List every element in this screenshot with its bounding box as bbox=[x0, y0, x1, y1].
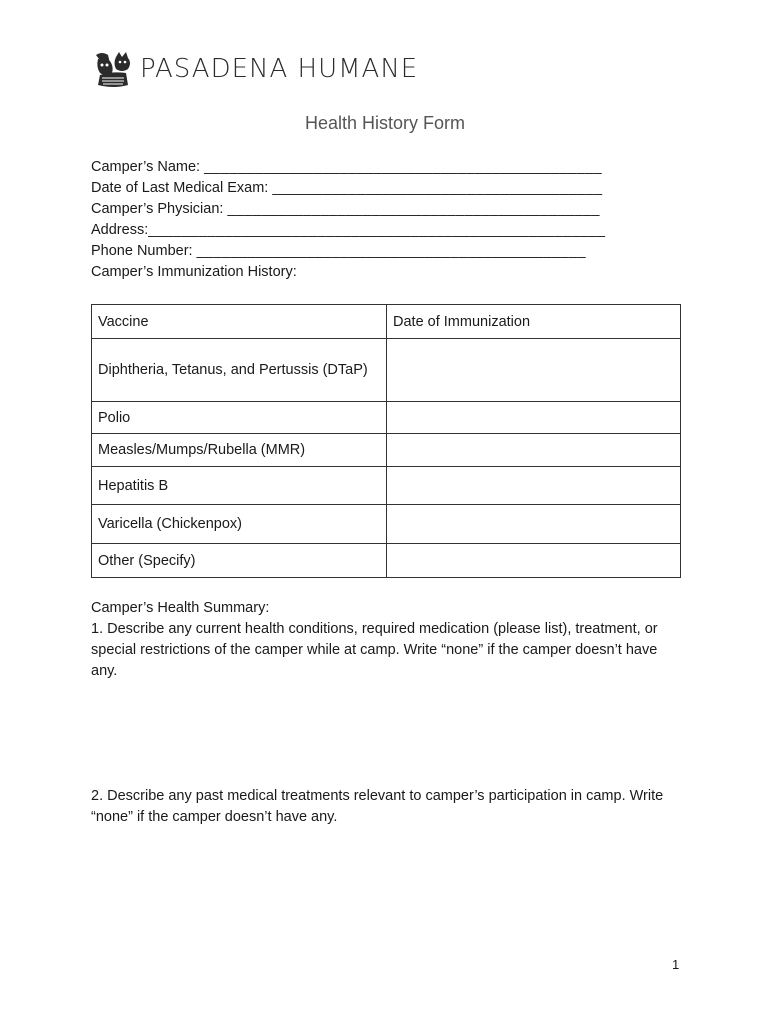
table-row bbox=[92, 339, 681, 402]
table-row bbox=[92, 434, 681, 467]
question-2: 2. Describe any past medical treatments relevant to camper’s participation in camp. Write “none” if the camper doesn’t have any. bbox=[91, 788, 664, 825]
field-blank[interactable]: ______________________________________________ bbox=[196, 243, 586, 259]
vaccine-cell: Hepatitis B bbox=[92, 467, 387, 505]
column-header-vaccine: Vaccine bbox=[92, 305, 387, 339]
campers-name-field[interactable] bbox=[91, 157, 681, 178]
last-medical-exam-field[interactable] bbox=[91, 178, 681, 199]
field-label: Date of Last Medical Exam: bbox=[91, 180, 269, 196]
date-cell[interactable] bbox=[387, 434, 681, 467]
field-label: Camper’s Name: bbox=[91, 159, 201, 175]
date-cell[interactable] bbox=[387, 505, 681, 544]
field-blank[interactable]: ____________________________________________ bbox=[227, 201, 600, 217]
field-blank[interactable]: _______________________________________ bbox=[272, 180, 603, 196]
immunization-table bbox=[91, 304, 681, 578]
field-label: Phone Number: bbox=[91, 243, 193, 259]
date-cell[interactable] bbox=[387, 467, 681, 505]
form-title: Health History Form bbox=[304, 113, 466, 133]
camper-info-fields bbox=[91, 157, 681, 283]
field-blank[interactable]: ______________________________________________________ bbox=[148, 222, 606, 238]
date-cell[interactable] bbox=[387, 402, 681, 434]
date-cell[interactable] bbox=[387, 339, 681, 402]
page-number: 1 bbox=[672, 957, 680, 972]
campers-physician-field[interactable] bbox=[91, 199, 681, 220]
vaccine-cell: Measles/Mumps/Rubella (MMR) bbox=[92, 434, 387, 467]
vaccine-cell: Varicella (Chickenpox) bbox=[92, 505, 387, 544]
logo-text: PASADENA HUMANE bbox=[140, 54, 419, 84]
address-field[interactable] bbox=[91, 220, 681, 241]
health-summary-section bbox=[91, 598, 681, 682]
table-row bbox=[92, 505, 681, 544]
table-row bbox=[92, 467, 681, 505]
dog-and-cat-logo-icon bbox=[92, 49, 136, 89]
date-cell[interactable] bbox=[387, 544, 681, 578]
vaccine-cell: Other (Specify) bbox=[92, 544, 387, 578]
question-1: 1. Describe any current health conditions, required medication (please list), treatment, or special restrictions of the camper while at camp. Write “none” if the camper doesn’t have any. bbox=[91, 621, 658, 679]
phone-number-field[interactable] bbox=[91, 241, 681, 262]
table-row bbox=[92, 544, 681, 578]
vaccine-cell: Diphtheria, Tetanus, and Pertussis (DTaP) bbox=[92, 339, 387, 402]
pasadena-humane-logo bbox=[92, 49, 418, 89]
field-label: Address: bbox=[91, 222, 149, 238]
column-header-date: Date of Immunization bbox=[387, 305, 681, 339]
table-header-row bbox=[92, 305, 681, 339]
field-label: Camper’s Immunization History: bbox=[91, 264, 297, 280]
table-row bbox=[92, 402, 681, 434]
health-summary-heading: Camper’s Health Summary: bbox=[91, 600, 270, 616]
vaccine-cell: Polio bbox=[92, 402, 387, 434]
field-label: Camper’s Physician: bbox=[91, 201, 224, 217]
immunization-history-label bbox=[91, 262, 681, 283]
field-blank[interactable]: _______________________________________________ bbox=[204, 159, 602, 175]
